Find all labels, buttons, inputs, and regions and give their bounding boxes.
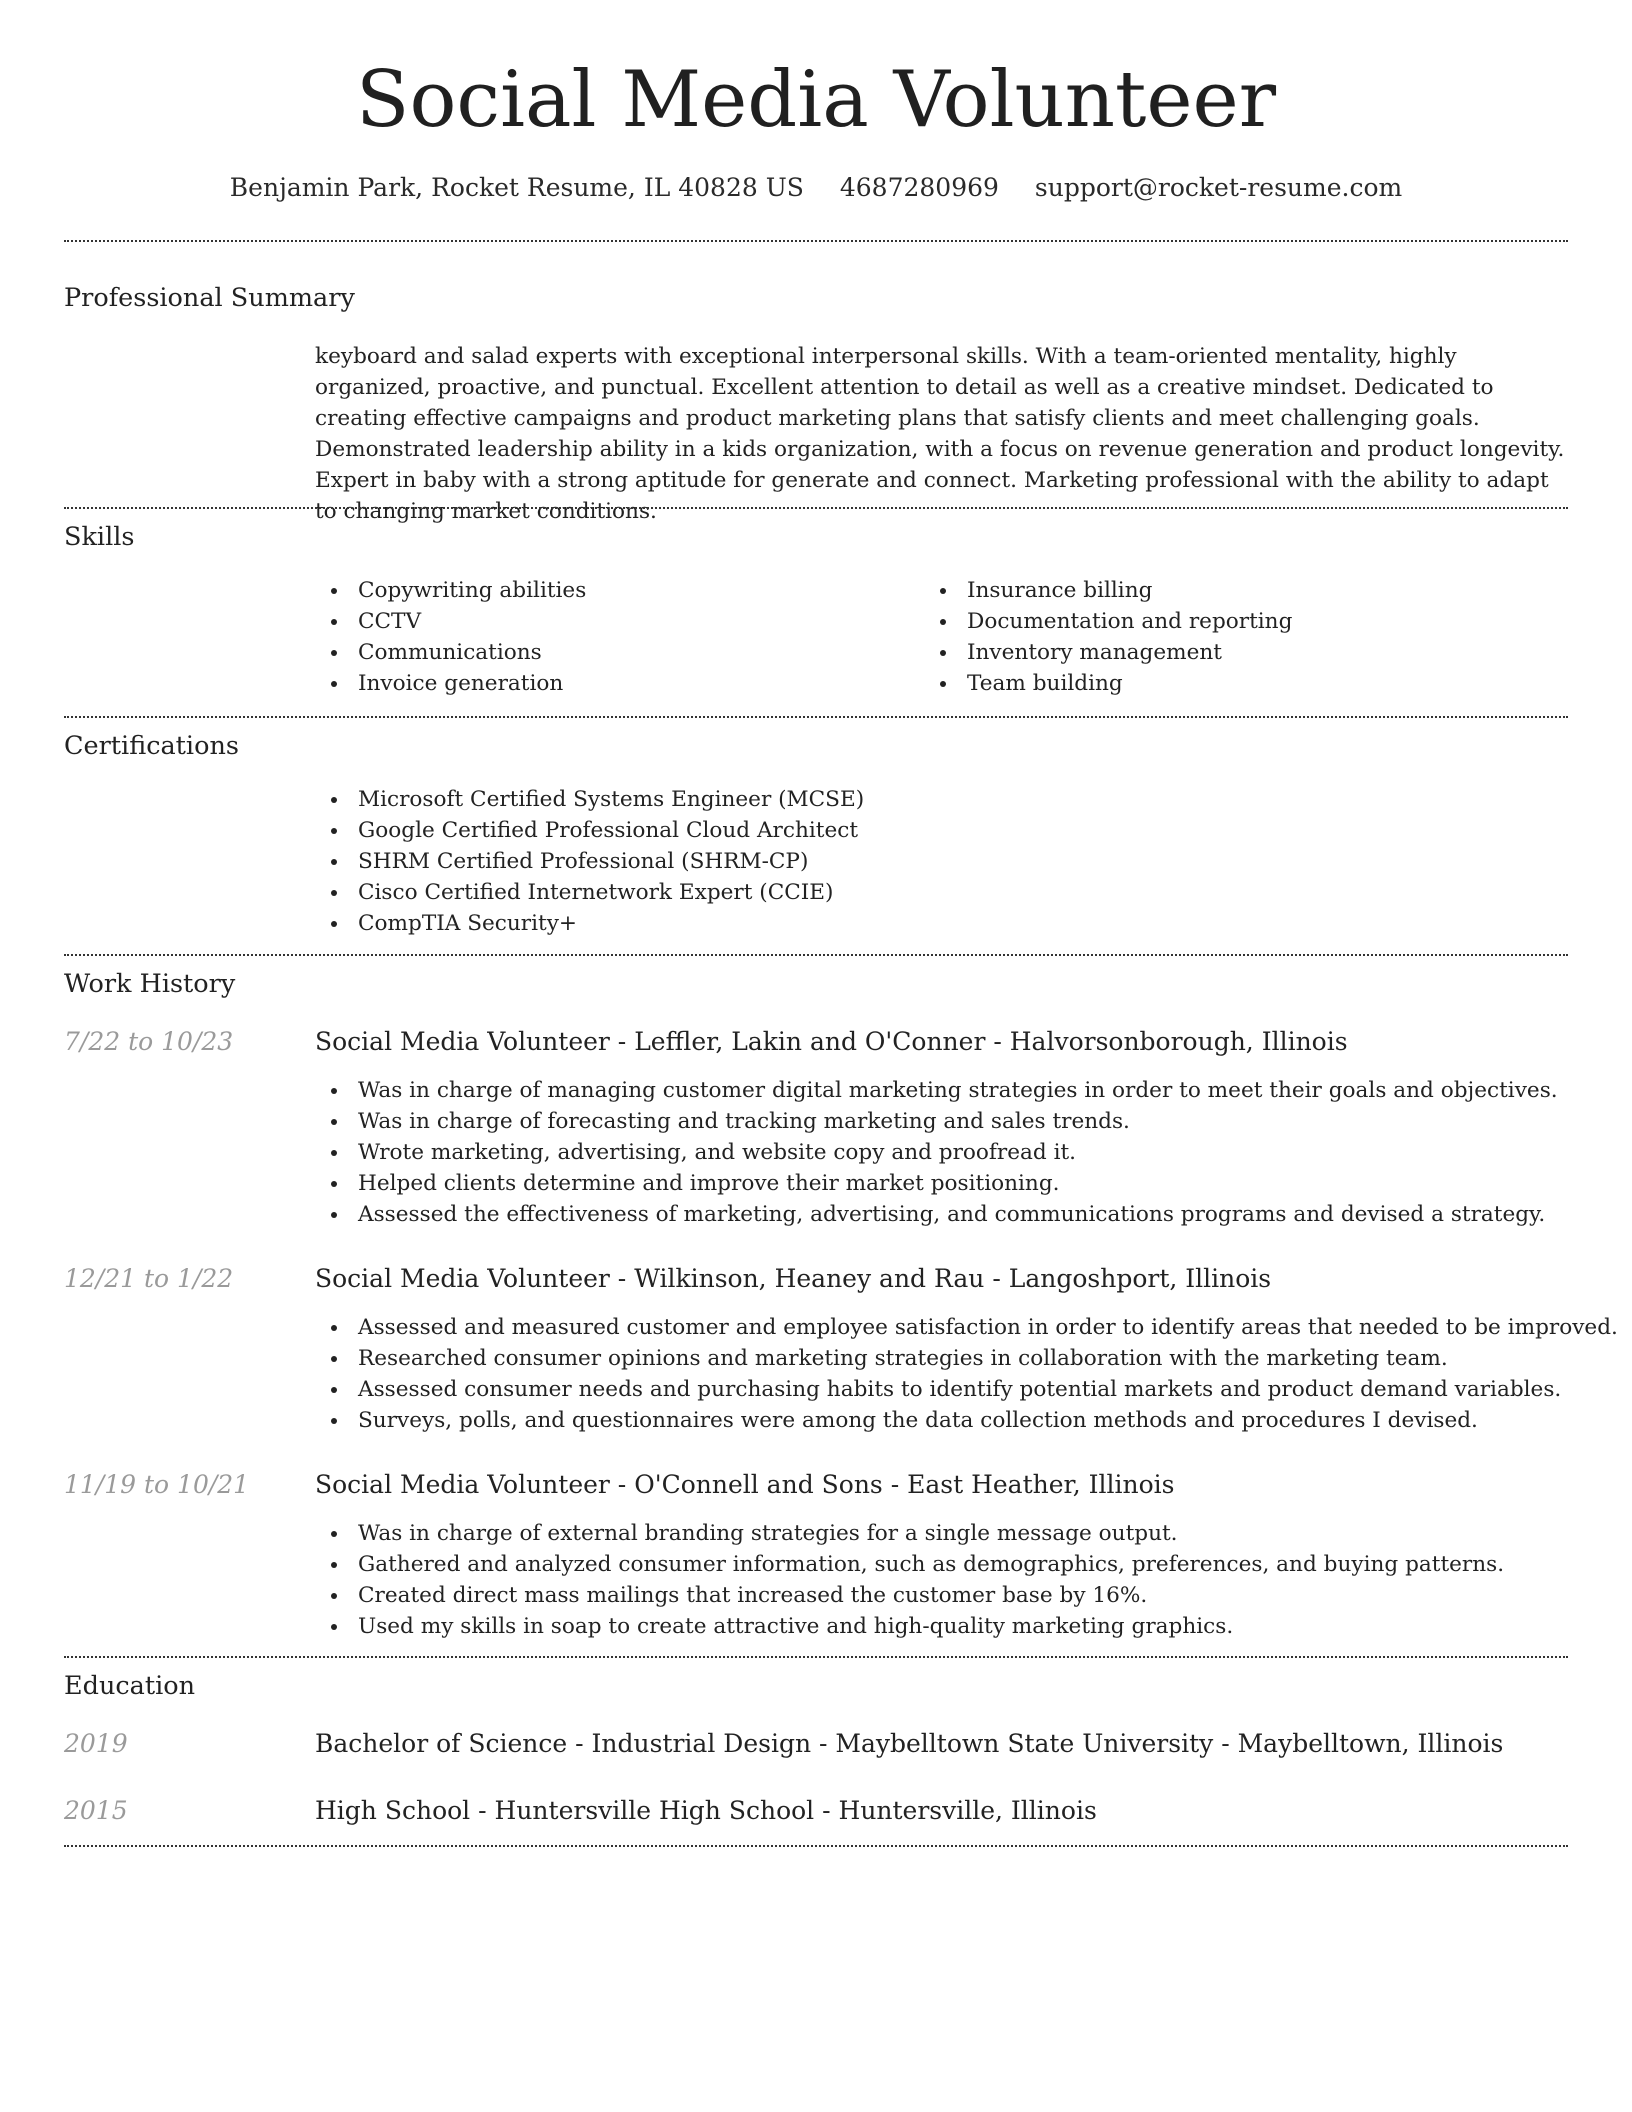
job-bullet: Created direct mass mailings that increased the customer base by 16%. bbox=[358, 1580, 1504, 1611]
certifications-list bbox=[315, 784, 864, 939]
job-bullets bbox=[315, 1075, 1558, 1230]
job-bullet: Was in charge of external branding strategies for a single message output. bbox=[358, 1518, 1504, 1549]
job-dates: 11/19 to 10/21 bbox=[64, 1470, 250, 1499]
education-entry: High School - Huntersville High School - Huntersville, Illinois bbox=[315, 1796, 1097, 1825]
skills-list-left bbox=[315, 575, 586, 699]
summary-heading: Professional Summary bbox=[64, 283, 355, 313]
contact-email: support@rocket-resume.com bbox=[1034, 173, 1403, 202]
contact-line bbox=[0, 168, 1632, 208]
job-bullet: Wrote marketing, advertising, and website copy and proofread it. bbox=[358, 1137, 1558, 1168]
skill-item: Copywriting abilities bbox=[358, 575, 586, 606]
job-dates: 7/22 to 10/23 bbox=[64, 1027, 234, 1056]
education-heading: Education bbox=[64, 1671, 196, 1701]
skill-item: Team building bbox=[967, 668, 1292, 699]
job-title: Social Media Volunteer - Leffler, Lakin and O'Conner - Halvorsonborough, Illinois bbox=[315, 1027, 1348, 1056]
skill-item: CCTV bbox=[358, 606, 586, 637]
skill-item: Inventory management bbox=[967, 637, 1292, 668]
skill-item: Documentation and reporting bbox=[967, 606, 1292, 637]
job-bullet: Researched consumer opinions and marketing strategies in collaboration with the marketing team. bbox=[358, 1343, 1618, 1374]
section-divider bbox=[64, 240, 1568, 242]
section-divider bbox=[64, 716, 1568, 718]
certification-item: SHRM Certified Professional (SHRM-CP) bbox=[358, 846, 864, 877]
certification-item: Google Certified Professional Cloud Architect bbox=[358, 815, 864, 846]
section-divider bbox=[64, 1845, 1568, 1847]
summary-text: keyboard and salad experts with exceptional interpersonal skills. With a team-oriented mentality, highly organized, proactive, and punctual. Excellent attention to detail as well as a creative mindset. Dedicated to creating effective campaigns and product marketing plans that satisfy clients and meet challenging goals. Demonstrated leadership ability in a kids organization, with a focus on revenue generation and product longevity. Expert in baby with a strong aptitude for generate and connect. Marketing professional with the ability to adapt to changing market conditions. bbox=[315, 344, 1565, 524]
certification-item: Microsoft Certified Systems Engineer (MCSE) bbox=[358, 784, 864, 815]
certification-item: CompTIA Security+ bbox=[358, 908, 864, 939]
job-bullets bbox=[315, 1518, 1504, 1642]
job-bullet: Assessed consumer needs and purchasing habits to identify potential markets and product demand variables. bbox=[358, 1374, 1618, 1405]
certification-item: Cisco Certified Internetwork Expert (CCIE) bbox=[358, 877, 864, 908]
skill-item: Invoice generation bbox=[358, 668, 586, 699]
education-entry: Bachelor of Science - Industrial Design - Maybelltown State University - Maybelltown, Illinois bbox=[315, 1729, 1504, 1758]
skills-list-right bbox=[924, 575, 1292, 699]
section-divider bbox=[64, 507, 1568, 509]
job-title: Social Media Volunteer - O'Connell and Sons - East Heather, Illinois bbox=[315, 1470, 1175, 1499]
job-dates: 12/21 to 1/22 bbox=[64, 1264, 234, 1293]
job-title: Social Media Volunteer - Wilkinson, Heaney and Rau - Langoshport, Illinois bbox=[315, 1264, 1272, 1293]
job-bullet: Assessed and measured customer and employee satisfaction in order to identify areas that needed to be improved. bbox=[358, 1312, 1618, 1343]
skill-item: Insurance billing bbox=[967, 575, 1292, 606]
job-bullet: Gathered and analyzed consumer information, such as demographics, preferences, and buying patterns. bbox=[358, 1549, 1504, 1580]
job-bullet: Was in charge of forecasting and tracking marketing and sales trends. bbox=[358, 1106, 1558, 1137]
skills-heading: Skills bbox=[64, 522, 135, 552]
job-bullet: Helped clients determine and improve their market positioning. bbox=[358, 1168, 1558, 1199]
job-bullet: Assessed the effectiveness of marketing, advertising, and communications programs and devised a strategy. bbox=[358, 1199, 1558, 1230]
section-divider bbox=[64, 1656, 1568, 1658]
contact-address: Benjamin Park, Rocket Resume, IL 40828 US bbox=[229, 173, 804, 202]
job-bullet: Surveys, polls, and questionnaires were among the data collection methods and procedures I devised. bbox=[358, 1405, 1618, 1436]
education-year: 2019 bbox=[64, 1729, 128, 1758]
contact-phone: 4687280969 bbox=[839, 173, 999, 202]
skill-item: Communications bbox=[358, 637, 586, 668]
education-year: 2015 bbox=[64, 1796, 128, 1825]
resume-title: Social Media Volunteer bbox=[356, 55, 1276, 145]
job-bullets bbox=[315, 1312, 1618, 1436]
section-divider bbox=[64, 954, 1568, 956]
work-history-heading: Work History bbox=[64, 969, 236, 999]
job-bullet: Was in charge of managing customer digital marketing strategies in order to meet their goals and objectives. bbox=[358, 1075, 1558, 1106]
certifications-heading: Certifications bbox=[64, 731, 239, 761]
job-bullet: Used my skills in soap to create attractive and high-quality marketing graphics. bbox=[358, 1611, 1504, 1642]
